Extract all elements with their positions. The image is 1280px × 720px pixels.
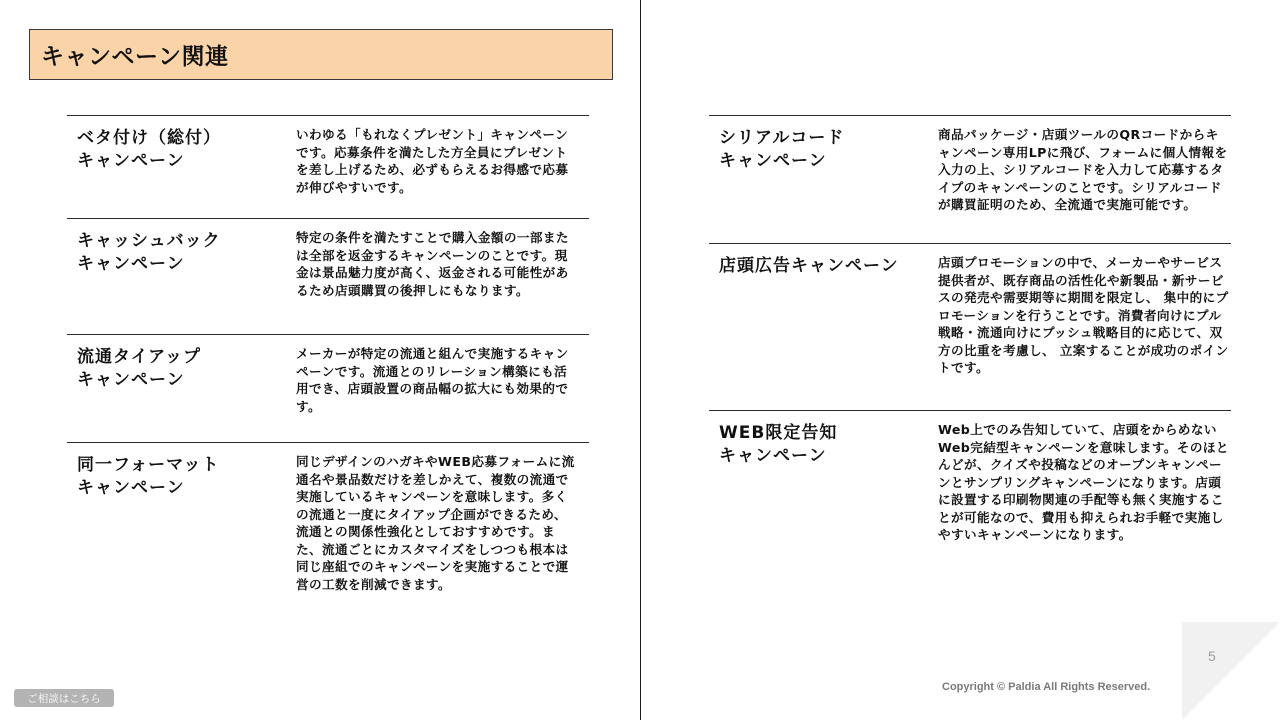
campaign-name: 同一フォーマット キャンペーン [77, 455, 220, 498]
campaign-name: 店頭広告キャンペーン [719, 256, 899, 276]
campaign-description: メーカーが特定の流通と組んで実施するキャンペーンです。流通とのリレーション構築にも活用でき、店頭設置の商品幅の拡大にも効果的です。 [296, 346, 569, 414]
campaign-description: 特定の条件を満たすことで購入金額の一部または全部を返金するキャンペーンのことです。現金は景品魅力度が高く、返金される可能性があるため店頭購買の後押しにもなります。 [296, 230, 569, 298]
page-title: キャンペーン関連 [41, 44, 229, 70]
campaign-row [709, 410, 1231, 570]
campaign-name: キャッシュバック キャンペーン [77, 231, 221, 274]
campaign-name: 流通タイアップ キャンペーン [77, 347, 201, 390]
campaign-row [709, 115, 1231, 243]
campaign-name: ベタ付け（総付） キャンペーン [77, 128, 221, 171]
campaign-row [67, 334, 589, 442]
corner-triangle-decoration [1182, 622, 1280, 720]
page-title-box [29, 29, 613, 80]
campaign-description: 店頭プロモーションの中で、メーカーやサービス提供者が、既存商品の活性化や新製品・新サービスの発売や需要期等に期間を限定し、 集中的にプロモーションを行うことです。消費者向けにプル戦略・流通向けにプッシュ戦略目的に応じて、双方の比重を考慮し、 立案することが成功のポイントです。 [938, 255, 1229, 375]
page-number: 5 [1208, 648, 1216, 664]
copyright-text: Copyright © Paldia All Rights Reserved. [942, 681, 1151, 693]
campaign-row [709, 243, 1231, 410]
center-divider [640, 0, 641, 720]
campaign-name: WEB限定告知 キャンペーン [719, 423, 838, 466]
campaign-description: Web上でのみ告知していて、店頭をからめないWeb完結型キャンペーンを意味します。そのほとんどが、クイズや投稿などのオープンキャンペーンとサンプリングキャンペーンになります。店頭に設置する印刷物関連の手配等も無く実施することが可能なので、費用も抑えられお手軽で実施しやすいキャンペーンになります。 [938, 422, 1229, 542]
consult-button[interactable]: ご相談はこちら [14, 689, 114, 707]
campaign-row [67, 442, 589, 622]
campaign-row [67, 115, 589, 218]
campaign-description: いわゆる「もれなくプレゼント」キャンペーンです。応募条件を満たした方全員にプレゼントを差し上げるため、必ずもらえるお得感で応募が伸びやすいです。 [296, 127, 569, 195]
campaign-description: 同じデザインのハガキやWEB応募フォームに流通名や景品数だけを差しかえて、複数の流通で実施しているキャンペーンを意味します。多くの流通と一度にタイアップ企画ができるため、流通との関係性強化としておすすめです。また、流通ごとにカスタマイズをしつつも根本は同じ座組でのキャンペーンを実施することで運営の工数を削減できます。 [296, 454, 575, 592]
campaign-description: 商品パッケージ・店頭ツールのQRコードからキャンペーン専用LPに飛び、フォームに個人情報を入力の上、シリアルコードを入力して応募するタイプのキャンペーンのことです。シリアルコードが購買証明のため、全流通で実施可能です。 [938, 127, 1228, 212]
campaign-row [67, 218, 589, 334]
campaign-name: シリアルコード キャンペーン [719, 128, 845, 171]
